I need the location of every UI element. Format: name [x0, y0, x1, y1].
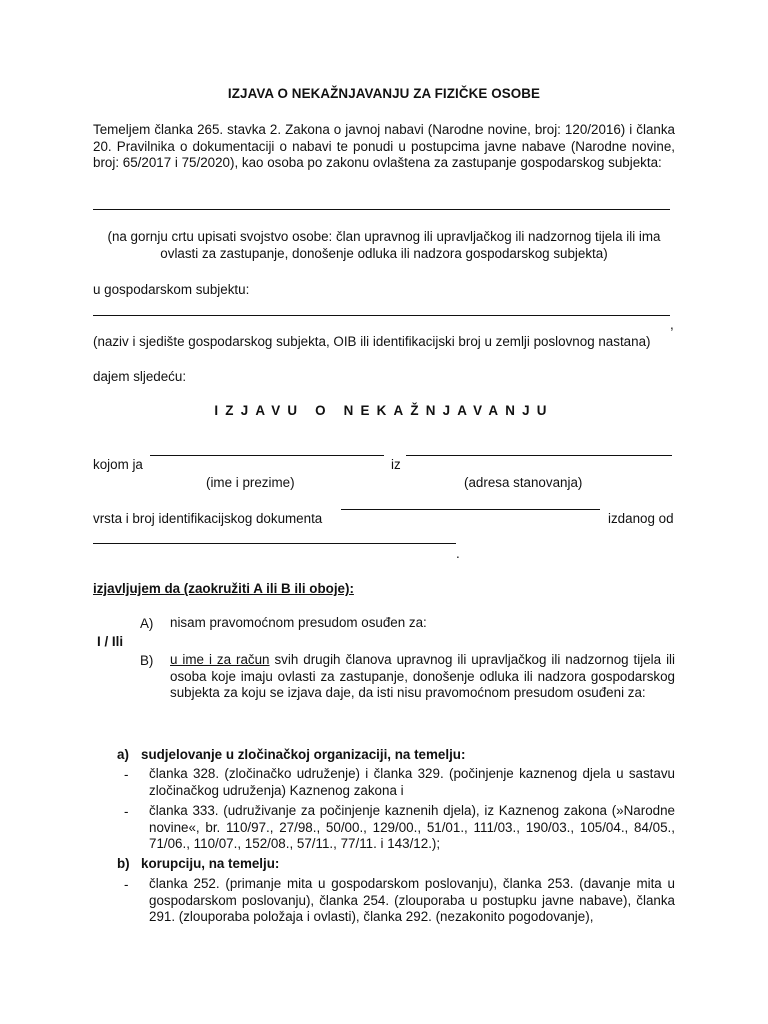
option-b-text [170, 652, 675, 702]
name-fill-line[interactable] [150, 455, 384, 456]
iz-label: iz [391, 457, 401, 472]
option-a-text: nisam pravomoćnom presudom osuđen za: [170, 615, 427, 630]
offense-a-item-1: članka 328. (zločinačko udruženje) i članka 329. (počinjenje kaznenog djela u sastavu zločinačkog udruženja) Kaznenog zakona i [149, 766, 675, 798]
subject-label: u gospodarskom subjektu: [93, 282, 250, 297]
id-document-fill-line[interactable] [341, 509, 600, 510]
option-a-letter[interactable]: A) [140, 616, 154, 631]
document-title: IZJAVA O NEKAŽNJAVANJU ZA FIZIČKE OSOBE [227, 86, 541, 101]
subject-line-comma: , [670, 317, 674, 332]
issued-by-end: . [456, 546, 460, 561]
name-caption: (ime i prezime) [206, 475, 295, 490]
and-or-label: I / Ili [97, 634, 124, 649]
offense-b-label: b) [117, 856, 130, 871]
bullet-dash: - [124, 877, 129, 892]
intro-paragraph: Temeljem članka 265. stavka 2. Zakona o javnoj nabavi (Narodne novine, broj: 120/2016) i članka 20. Pravilnika o dokumentaciji o nabavi te ponudi u postupcima javne nabave (Narodne novine, broj: 65/2017 i 75/2020), kao osoba po zakonu ovlaštena za zastupanje gospodarskog subjekta: [93, 122, 675, 170]
offense-a-label: a) [117, 747, 129, 762]
declaration-heading: IZJAVU O NEKAŽNJAVANJU [214, 403, 554, 418]
issued-by-label: izdanog od [608, 511, 674, 526]
subject-note: (naziv i sjedište gospodarskog subjekta, OIB ili identifikacijski broj u zemlji poslovnog nastana) [93, 334, 651, 349]
declare-label: izjavljujem da (zaokružiti A ili B ili oboje): [93, 581, 354, 596]
address-caption: (adresa stanovanja) [464, 475, 583, 490]
option-b-underlined: u ime i za račun [170, 652, 270, 667]
kojom-label: kojom ja [93, 457, 143, 472]
option-b-body: svih drugih članova upravnog ili upravljačkog ili nadzornog tijela ili osoba koje imaju ovlasti za zastupanje, donošenje odluka ili nadzora gospodarskog subjekta za koju se izjava daje, da isti nisu pravomoćnom presudom osuđeni za: [170, 652, 675, 700]
issued-by-fill-line[interactable] [93, 543, 456, 544]
bullet-dash: - [124, 804, 129, 819]
address-fill-line[interactable] [406, 455, 672, 456]
role-note: (na gornju crtu upisati svojstvo osobe: član upravnog ili upravljačkog ili nadzornog tijela ili ima ovlasti za zastupanje, donošenje odluka ili nadzora gospodarskog subjekta) [107, 229, 661, 261]
role-fill-line[interactable] [93, 209, 670, 210]
offense-b-heading: korupciju, na temelju: [141, 856, 280, 871]
offense-a-item-2: članka 333. (udruživanje za počinjenje kaznenih djela), iz Kaznenog zakona (»Narodne novine«, br. 110/97., 27/98., 50/00., 129/00., 51/01., 111/03., 190/03., 105/04., 84/05., 71/06., 110/07., 152/08., 57/11., 77/11. i 143/12.); [149, 803, 675, 851]
give-label: dajem sljedeću: [93, 369, 187, 384]
offense-a-heading: sudjelovanje u zločinačkoj organizaciji, na temelju: [141, 747, 466, 762]
id-document-label: vrsta i broj identifikacijskog dokumenta [93, 511, 323, 526]
option-b-letter[interactable]: B) [140, 653, 154, 668]
bullet-dash: - [124, 767, 129, 782]
offense-b-item-1: članka 252. (primanje mita u gospodarskom poslovanju), članka 253. (davanje mita u gospodarskom poslovanju), članka 254. (zlouporaba u postupku javne nabave), članka 291. (zlouporaba položaja i ovlasti), članka 292. (nezakonito pogodovanje), [149, 876, 675, 924]
subject-fill-line[interactable] [93, 315, 670, 316]
